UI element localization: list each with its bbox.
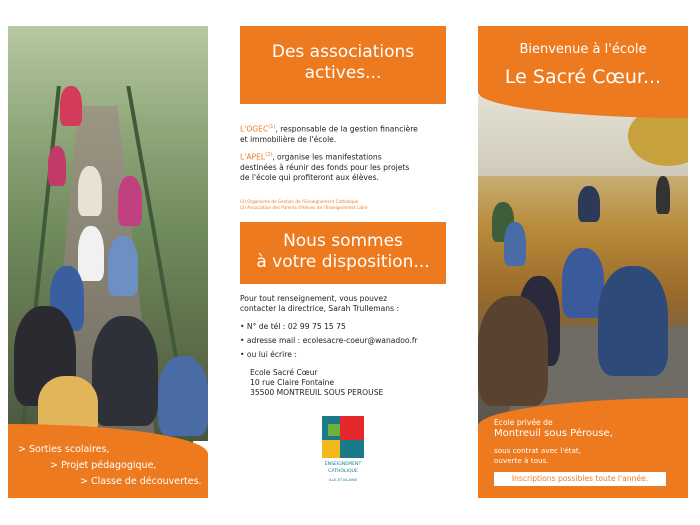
- apel-paragraph: L'APEL$^{(2)}$, organise les manifestations destinées à réunir des fonds pour les projets de l'école qui profiteront aux élèves.: [240, 152, 410, 182]
- panel-right: [478, 26, 688, 498]
- postal-address: Ecole Sacré Cœur 10 rue Claire Fontaine 35500 MONTREUIL SOUS PEROUSE: [250, 368, 384, 397]
- associations-heading: Des associations actives...: [240, 26, 446, 104]
- contract-text: sous contrat avec l'état, ouverte à tous.: [494, 446, 581, 465]
- enrollment-badge: Inscriptions possibles toute l'année.: [494, 472, 666, 486]
- contact-paragraph: Pour tout renseignement, vous pouvez contacter la directrice, Sarah Trullemans :: [240, 294, 400, 313]
- panel-middle: [240, 26, 446, 498]
- photo-children-walking: [8, 26, 208, 441]
- write-line: • ou lui écrire :: [240, 350, 297, 359]
- school-name: Le Sacré Cœur...: [504, 66, 662, 88]
- disposition-heading: Nous sommes à votre disposition...: [240, 222, 446, 284]
- private-school-label: Ecole privée de: [494, 418, 553, 427]
- welcome-text: Bienvenue à l'école: [519, 42, 647, 57]
- town-name: Montreuil sous Pérouse,: [494, 428, 613, 439]
- email-line: • adresse mail : ecolesacre-coeur@wanadoo.fr: [240, 336, 418, 345]
- school-info-banner: [478, 398, 688, 498]
- panel-left: [8, 26, 208, 498]
- ogec-paragraph: L'OGEC$^{(1)}$, responsable de la gestion financière et immobilière de l'école.: [240, 124, 418, 144]
- footnote-ogec: (1) Organisme de Gestion de l'Enseignement Catholique: [240, 199, 359, 204]
- footnote-apel: (2) Association des Parents d'élèves de l'Enseignement Libre: [240, 205, 368, 210]
- bullet-project: > Projet pédagogique,: [50, 460, 157, 471]
- bullet-discovery-class: > Classe de découvertes.: [80, 476, 202, 487]
- catholic-education-logo: ENSEIGNEMENT CATHOLIQUE ILLE-ET-VILAINE: [322, 416, 364, 492]
- welcome-banner: [478, 26, 688, 118]
- phone-line: • N° de tél : 02 99 75 15 75: [240, 322, 346, 331]
- bullet-outings: > Sorties scolaires,: [18, 444, 110, 455]
